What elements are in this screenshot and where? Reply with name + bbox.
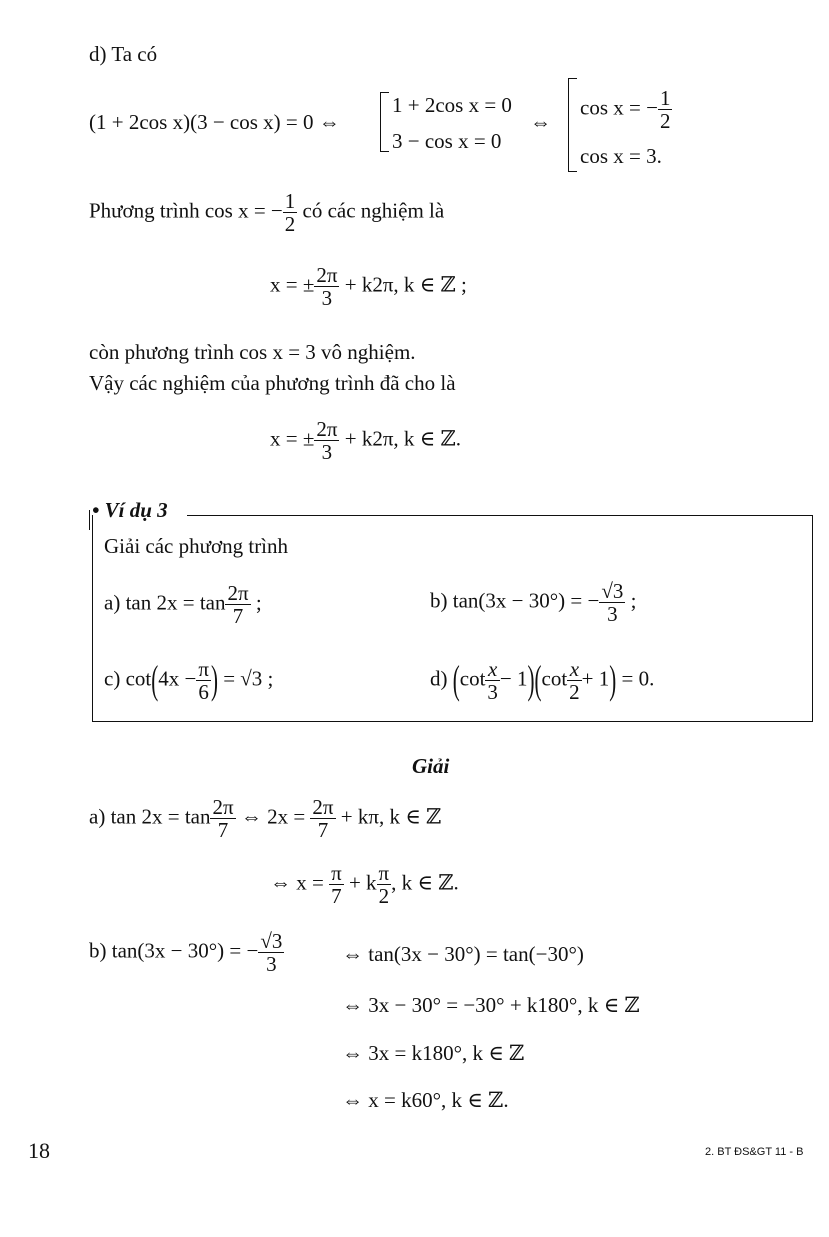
equiv-arrow: ⇔ <box>530 110 551 134</box>
num: √3 <box>260 929 283 953</box>
exercise-c <box>104 658 273 703</box>
con-lai-line: còn phương trình cos x = 3 vô nghiệm. <box>89 340 416 364</box>
exercise-a <box>104 582 262 627</box>
num: 2π <box>212 795 234 819</box>
den: 2 <box>659 109 671 134</box>
den: 7 <box>217 818 229 843</box>
a1-end: + kπ, k ∈ ℤ <box>340 804 442 829</box>
c-rhs: = √3 ; <box>223 666 274 691</box>
vay-line: Vậy các nghiệm của phương trình đã cho là <box>89 371 456 395</box>
sol-a-line1 <box>89 796 441 841</box>
den: 7 <box>331 884 342 909</box>
sol-b-line4: ⇔ x = k60°, k ∈ ℤ. <box>342 1088 509 1112</box>
sys1-line2: 3 − cos x = 0 <box>392 129 502 153</box>
a1-lhs: a) tan 2x = tan <box>89 804 211 829</box>
b1-lhs: b) tan(3x − 30°) = − <box>89 938 259 963</box>
sol-b-line3: ⇔ 3x = k180°, k ∈ ℤ <box>342 1041 525 1065</box>
d-lhs: d) <box>430 666 448 691</box>
a2-mid: + k <box>348 870 377 895</box>
d-end-2: + 1 <box>581 666 610 691</box>
frac <box>599 580 625 625</box>
num: π <box>331 861 342 885</box>
den: 2 <box>378 884 390 909</box>
frac <box>329 862 344 907</box>
heading-d: d) Ta có <box>89 42 158 66</box>
pt-line <box>89 190 444 235</box>
sol-lhs: x = ± <box>270 272 315 297</box>
paren: ) <box>210 656 218 703</box>
den: 3 <box>321 286 333 311</box>
b-end: ; <box>630 588 637 613</box>
pt-text-a: Phương trình cos x = − <box>89 198 283 223</box>
a2-end: , k ∈ ℤ. <box>391 870 459 895</box>
a-lhs: a) tan 2x = tan <box>104 590 226 615</box>
bracket-1 <box>380 92 389 152</box>
den: 3 <box>321 440 333 465</box>
num: 2π <box>227 581 249 605</box>
den: 7 <box>232 604 244 629</box>
sol-a-line2 <box>270 862 459 907</box>
b-lhs: b) tan(3x − 30°) = − <box>430 588 600 613</box>
solution-1 <box>270 264 467 309</box>
d-end-1: − 1 <box>499 666 528 691</box>
a2-lhs: ⇔ x = <box>270 870 324 895</box>
paren: ( <box>151 656 159 703</box>
den: 2 <box>284 212 296 237</box>
example-prompt: Giải các phương trình <box>104 534 289 558</box>
frac <box>310 796 335 841</box>
sol-rhs: + k2π, k ∈ ℤ ; <box>344 272 467 297</box>
frac <box>210 796 235 841</box>
num: π <box>378 861 390 885</box>
box-corner <box>89 510 90 530</box>
sol-b-line2: ⇔ 3x − 30° = −30° + k180°, k ∈ ℤ <box>342 993 640 1017</box>
den: 7 <box>317 818 329 843</box>
sol-rhs: + k2π, k ∈ ℤ. <box>344 426 462 451</box>
num: 2π <box>312 795 334 819</box>
frac <box>658 87 673 132</box>
exercise-b <box>430 580 636 625</box>
footer-code: 2. BT ĐS&GT 11 - B <box>705 1146 804 1158</box>
paren: ) <box>527 656 535 703</box>
paren: ) <box>609 656 617 703</box>
sol-b-line1 <box>89 930 284 975</box>
frac <box>314 418 339 463</box>
num: 2π <box>316 417 338 441</box>
sys2-line2: cos x = 3. <box>580 144 662 168</box>
a1-mid: ⇔ 2x = <box>240 804 306 829</box>
solution-2 <box>270 418 461 463</box>
a-end: ; <box>255 590 262 615</box>
example-title: • Ví dụ 3 <box>92 498 168 522</box>
num: 1 <box>284 189 296 213</box>
frac <box>377 862 392 907</box>
num: π <box>198 657 209 681</box>
frac <box>196 658 211 703</box>
c-inner: 4x − <box>158 666 197 691</box>
num: x <box>567 658 582 681</box>
sol-lhs: x = ± <box>270 426 315 451</box>
num: 2π <box>316 263 338 287</box>
frac <box>314 264 339 309</box>
paren: ( <box>452 656 460 703</box>
d-cot-1: cot <box>459 666 486 691</box>
pt-text-b: có các nghiệm là <box>302 198 445 223</box>
num: x <box>485 658 500 681</box>
eq-d-left: (1 + 2cos x)(3 − cos x) = 0 ⇔ <box>89 110 340 134</box>
frac <box>283 190 298 235</box>
num: 1 <box>659 86 671 110</box>
d-cot-2: cot <box>541 666 568 691</box>
den: 2 <box>569 680 580 705</box>
sys2-line1 <box>580 87 672 132</box>
den: 3 <box>487 680 498 705</box>
frac <box>485 658 500 703</box>
frac <box>567 658 582 703</box>
den: 3 <box>607 602 618 627</box>
solution-title: Giải <box>412 754 450 778</box>
d-rhs: = 0. <box>621 666 655 691</box>
bracket-2 <box>568 78 577 172</box>
page-number: 18 <box>28 1138 50 1163</box>
den: 3 <box>266 952 277 977</box>
den: 6 <box>198 680 209 705</box>
c-lhs: c) cot <box>104 666 152 691</box>
num: √3 <box>601 579 624 603</box>
frac <box>258 930 284 975</box>
sys1-line1: 1 + 2cos x = 0 <box>392 93 512 117</box>
sys2-line1-lhs: cos x = − <box>580 95 658 120</box>
frac <box>225 582 250 627</box>
sol-b-line1-rhs: ⇔ tan(3x − 30°) = tan(−30°) <box>342 942 584 966</box>
exercise-d <box>430 658 654 703</box>
paren: ( <box>534 656 542 703</box>
